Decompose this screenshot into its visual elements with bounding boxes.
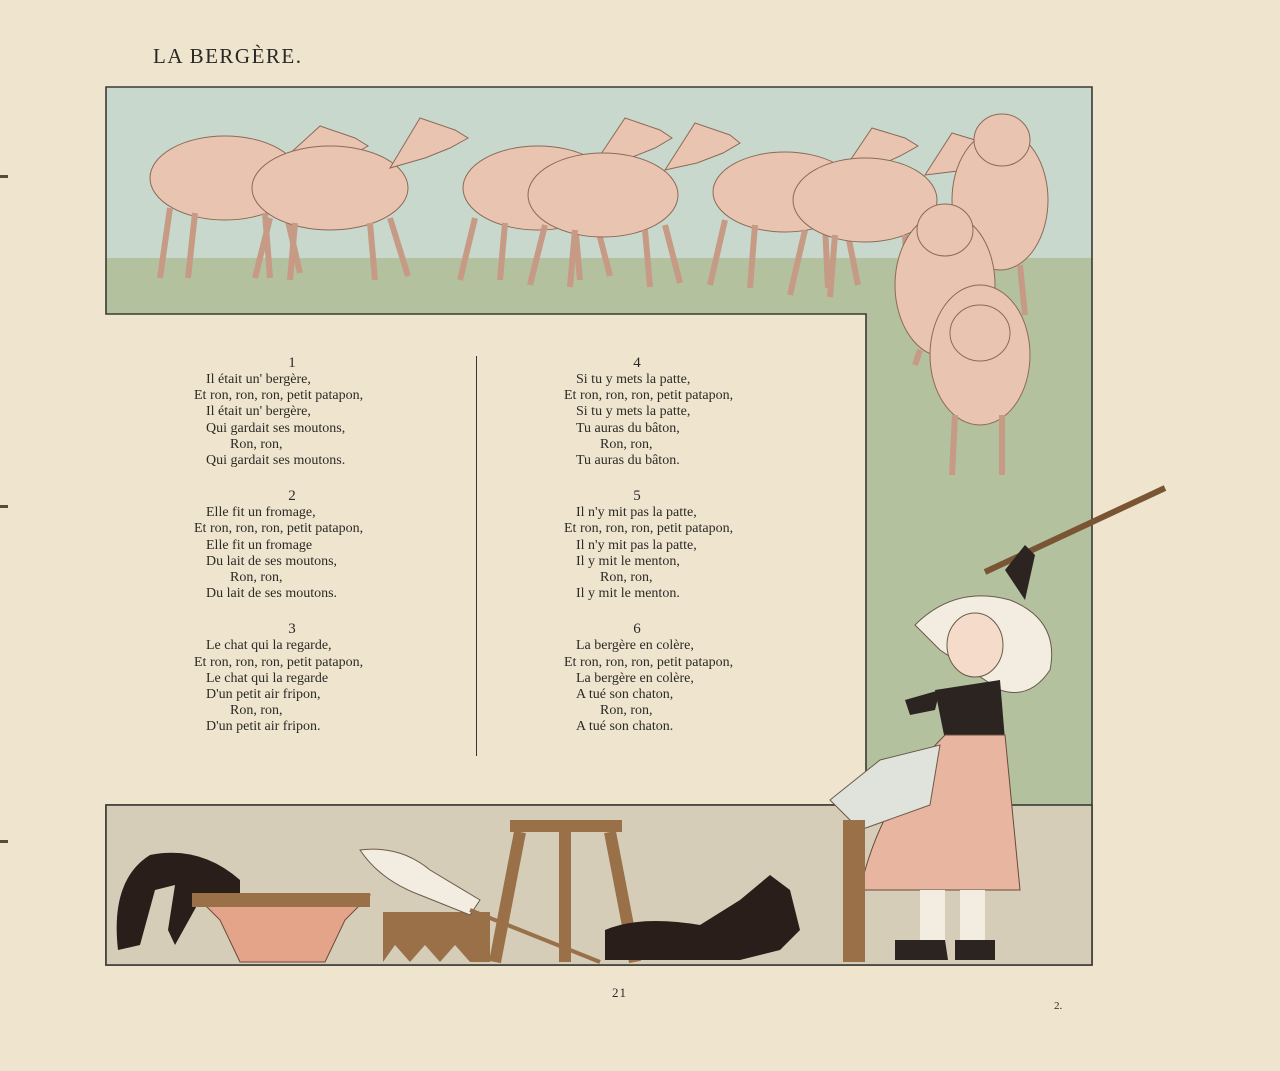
stanza-6: [542, 620, 822, 735]
column-divider: [476, 356, 477, 756]
stanza-number: 4: [633, 355, 641, 371]
door-post: [843, 820, 865, 962]
verse-line: D'un petit air fripon.: [206, 719, 321, 735]
verses-right-column: [542, 354, 822, 754]
verse-line: Il n'y mit pas la patte,: [576, 505, 697, 521]
verse-line: Et ron, ron, ron, petit patapon,: [194, 654, 364, 670]
stanza-5: [542, 487, 822, 602]
verse-line: Du lait de ses moutons.: [206, 586, 338, 602]
verse-line: Si tu y mets la patte,: [576, 404, 691, 420]
verse-line: Tu auras du bâton,: [576, 420, 680, 436]
verse-line: Et ron, ron, ron, petit patapon,: [194, 521, 364, 537]
verse-line: Ron, ron,: [600, 570, 653, 586]
stanza-4: [542, 354, 822, 469]
verse-line: Ron, ron,: [230, 570, 283, 586]
verse-line: Elle fit un fromage: [206, 537, 313, 553]
tall-stool: [510, 820, 622, 832]
stanza-3: [172, 620, 452, 735]
verse-line: Et ron, ron, ron, petit patapon,: [564, 388, 734, 404]
stanza-number: 5: [633, 488, 641, 505]
verse-line: Il n'y mit pas la patte,: [576, 537, 697, 553]
verse-line: Et ron, ron, ron, petit patapon,: [564, 521, 734, 537]
stanza-1: [172, 354, 452, 469]
verse-line: Il y mit le menton.: [576, 586, 680, 602]
verse-line: Ron, ron,: [230, 703, 283, 719]
verse-line: Il était un' bergère,: [206, 404, 311, 420]
verses-left-column: [172, 354, 452, 754]
verse-line: Ron, ron,: [600, 703, 653, 719]
page-title: LA BERGÈRE.: [153, 44, 303, 68]
stanza-number: 6: [633, 621, 641, 638]
verse-line: Qui gardait ses moutons.: [206, 453, 346, 469]
verse-line: Il était un' bergère,: [206, 372, 311, 387]
page-number: 21: [612, 985, 627, 1000]
verse-line: Du lait de ses moutons,: [206, 553, 338, 569]
stanza-number: 2: [288, 488, 296, 505]
verse-line: Tu auras du bâton.: [576, 453, 680, 469]
stanza-number: 3: [288, 621, 296, 638]
verse-line: La bergère en colère,: [576, 638, 694, 654]
verse-line: Le chat qui la regarde,: [206, 638, 332, 654]
verses: [172, 354, 802, 764]
verse-line: Elle fit un fromage,: [206, 505, 316, 521]
verse-line: Et ron, ron, ron, petit patapon,: [564, 654, 734, 670]
verse-line: La bergère en colère,: [576, 670, 694, 686]
verse-line: Et ron, ron, ron, petit patapon,: [194, 388, 364, 404]
signature-mark: 2.: [1054, 1000, 1063, 1012]
verse-line: Ron, ron,: [230, 436, 283, 452]
verse-line: Ron, ron,: [600, 436, 653, 452]
verse-line: A tué son chaton.: [576, 719, 674, 735]
verse-line: Qui gardait ses moutons,: [206, 420, 346, 436]
verse-line: D'un petit air fripon,: [206, 687, 321, 703]
stanza-number: 1: [288, 355, 296, 371]
verse-line: Le chat qui la regarde: [206, 670, 329, 686]
verse-line: Il y mit le menton,: [576, 553, 680, 569]
verse-line: A tué son chaton,: [576, 687, 674, 703]
stanza-2: [172, 487, 452, 602]
verse-line: Si tu y mets la patte,: [576, 372, 691, 387]
